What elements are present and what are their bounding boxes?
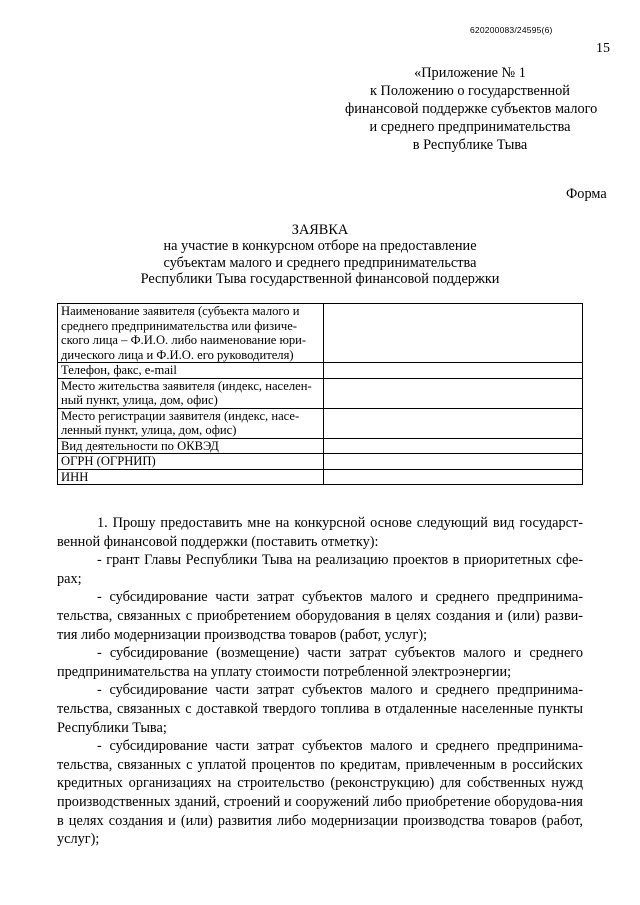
paragraph-option-grant: - грант Главы Республики Тыва на реализацию проектов в приоритетных сфе-рах; <box>57 552 583 587</box>
appendix-line: финансовой поддержке субъектов малого <box>345 101 598 117</box>
subtitle-line: субъектам малого и среднего предпринимательства <box>163 254 477 271</box>
document-subtitle <box>0 238 640 288</box>
label-line: дического лица и Ф.И.О. его руководителя) <box>61 347 294 362</box>
field-label-residence <box>58 378 324 408</box>
label-line: ИНН <box>61 469 89 484</box>
field-label-registration <box>58 408 324 438</box>
table-row <box>58 363 583 379</box>
paragraph-option-credit: - субсидирование части затрат субъектов малого и среднего предпринима-тельства, связанных с уплатой процентов по кредитам, привлеченным в российских кредитных организациях на строительство (реконструкцию) для собственных нужд производственных зданий, строений и сооружений либо приобретение оборудова-ния в целях создания и (или) развития либо модернизации производства товаров (работ, услуг); <box>57 738 583 848</box>
table-row <box>58 304 583 363</box>
field-value-inn[interactable] <box>324 469 583 485</box>
field-label-contacts <box>58 363 324 379</box>
field-label-ogrn <box>58 454 324 470</box>
label-line: Наименование заявителя (субъекта малого и <box>61 304 300 318</box>
page-number: 15 <box>596 41 610 56</box>
form-label: Форма <box>566 186 607 202</box>
field-label-inn <box>58 469 324 485</box>
label-line: Вид деятельности по ОКВЭД <box>61 438 219 453</box>
appendix-line: и среднего предпринимательства <box>369 119 571 135</box>
paragraph-request: 1. Прошу предоставить мне на конкурсной основе следующий вид государст-венной финансовой поддержки (поставить отметку): <box>57 515 583 550</box>
field-label-okved <box>58 438 324 454</box>
table-row <box>58 454 583 470</box>
document-code: 620200083/24595(6) <box>470 25 553 35</box>
appendix-line: в Республике Тыва <box>412 137 528 153</box>
paragraph-option-fuel: - субсидирование части затрат субъектов малого и среднего предпринима-тельства, связанных с доставкой твердого топлива в отдаленные населенные пункты Республики Тыва; <box>57 682 583 736</box>
label-line: Место регистрации заявителя (индекс, насе- <box>61 408 300 423</box>
appendix-line: к Положению о государственной <box>370 83 570 99</box>
label-line: Телефон, факс, e-mail <box>61 363 177 377</box>
appendix-line: «Приложение № 1 <box>414 65 526 81</box>
label-line: ОГРН (ОГРНИП) <box>61 454 156 468</box>
label-line: Место жительства заявителя (индекс, населен- <box>61 378 312 393</box>
field-value-okved[interactable] <box>324 438 583 454</box>
table-row <box>58 469 583 485</box>
table-row <box>58 438 583 454</box>
body-text <box>57 514 583 849</box>
paragraph-option-equipment: - субсидирование части затрат субъектов малого и среднего предпринима-тельства, связанных с приобретением оборудования в целях создания и (или) разви-тия либо модернизации производства товаров (работ, услуг); <box>57 589 583 643</box>
appendix-block <box>345 64 598 154</box>
field-value-ogrn[interactable] <box>324 454 583 470</box>
document-title <box>0 221 640 239</box>
field-value-residence[interactable] <box>324 378 583 408</box>
field-value-applicant-name[interactable] <box>324 304 583 363</box>
field-value-contacts[interactable] <box>324 363 583 379</box>
subtitle-line: на участие в конкурсном отборе на предоставление <box>163 238 477 254</box>
table-row <box>58 378 583 408</box>
label-line: ского лица – Ф.И.О. либо наименование юри- <box>61 333 307 347</box>
table-row <box>58 408 583 438</box>
title-heading: ЗАЯВКА <box>291 222 349 238</box>
field-value-registration[interactable] <box>324 408 583 438</box>
label-line: среднего предпринимательства или физиче- <box>61 318 297 333</box>
applicant-info-table <box>57 303 583 485</box>
paragraph-option-electricity: - субсидирование (возмещение) части затрат субъектов малого и среднего предпринимательства на уплату стоимости потребленной электроэнергии; <box>57 645 583 680</box>
label-line: ный пункт, улица, дом, офис) <box>61 393 218 407</box>
label-line: ленный пункт, улица, дом, офис) <box>61 423 237 437</box>
subtitle-line: Республики Тыва государственной финансовой поддержки <box>140 271 500 287</box>
field-label-applicant-name <box>58 304 324 363</box>
